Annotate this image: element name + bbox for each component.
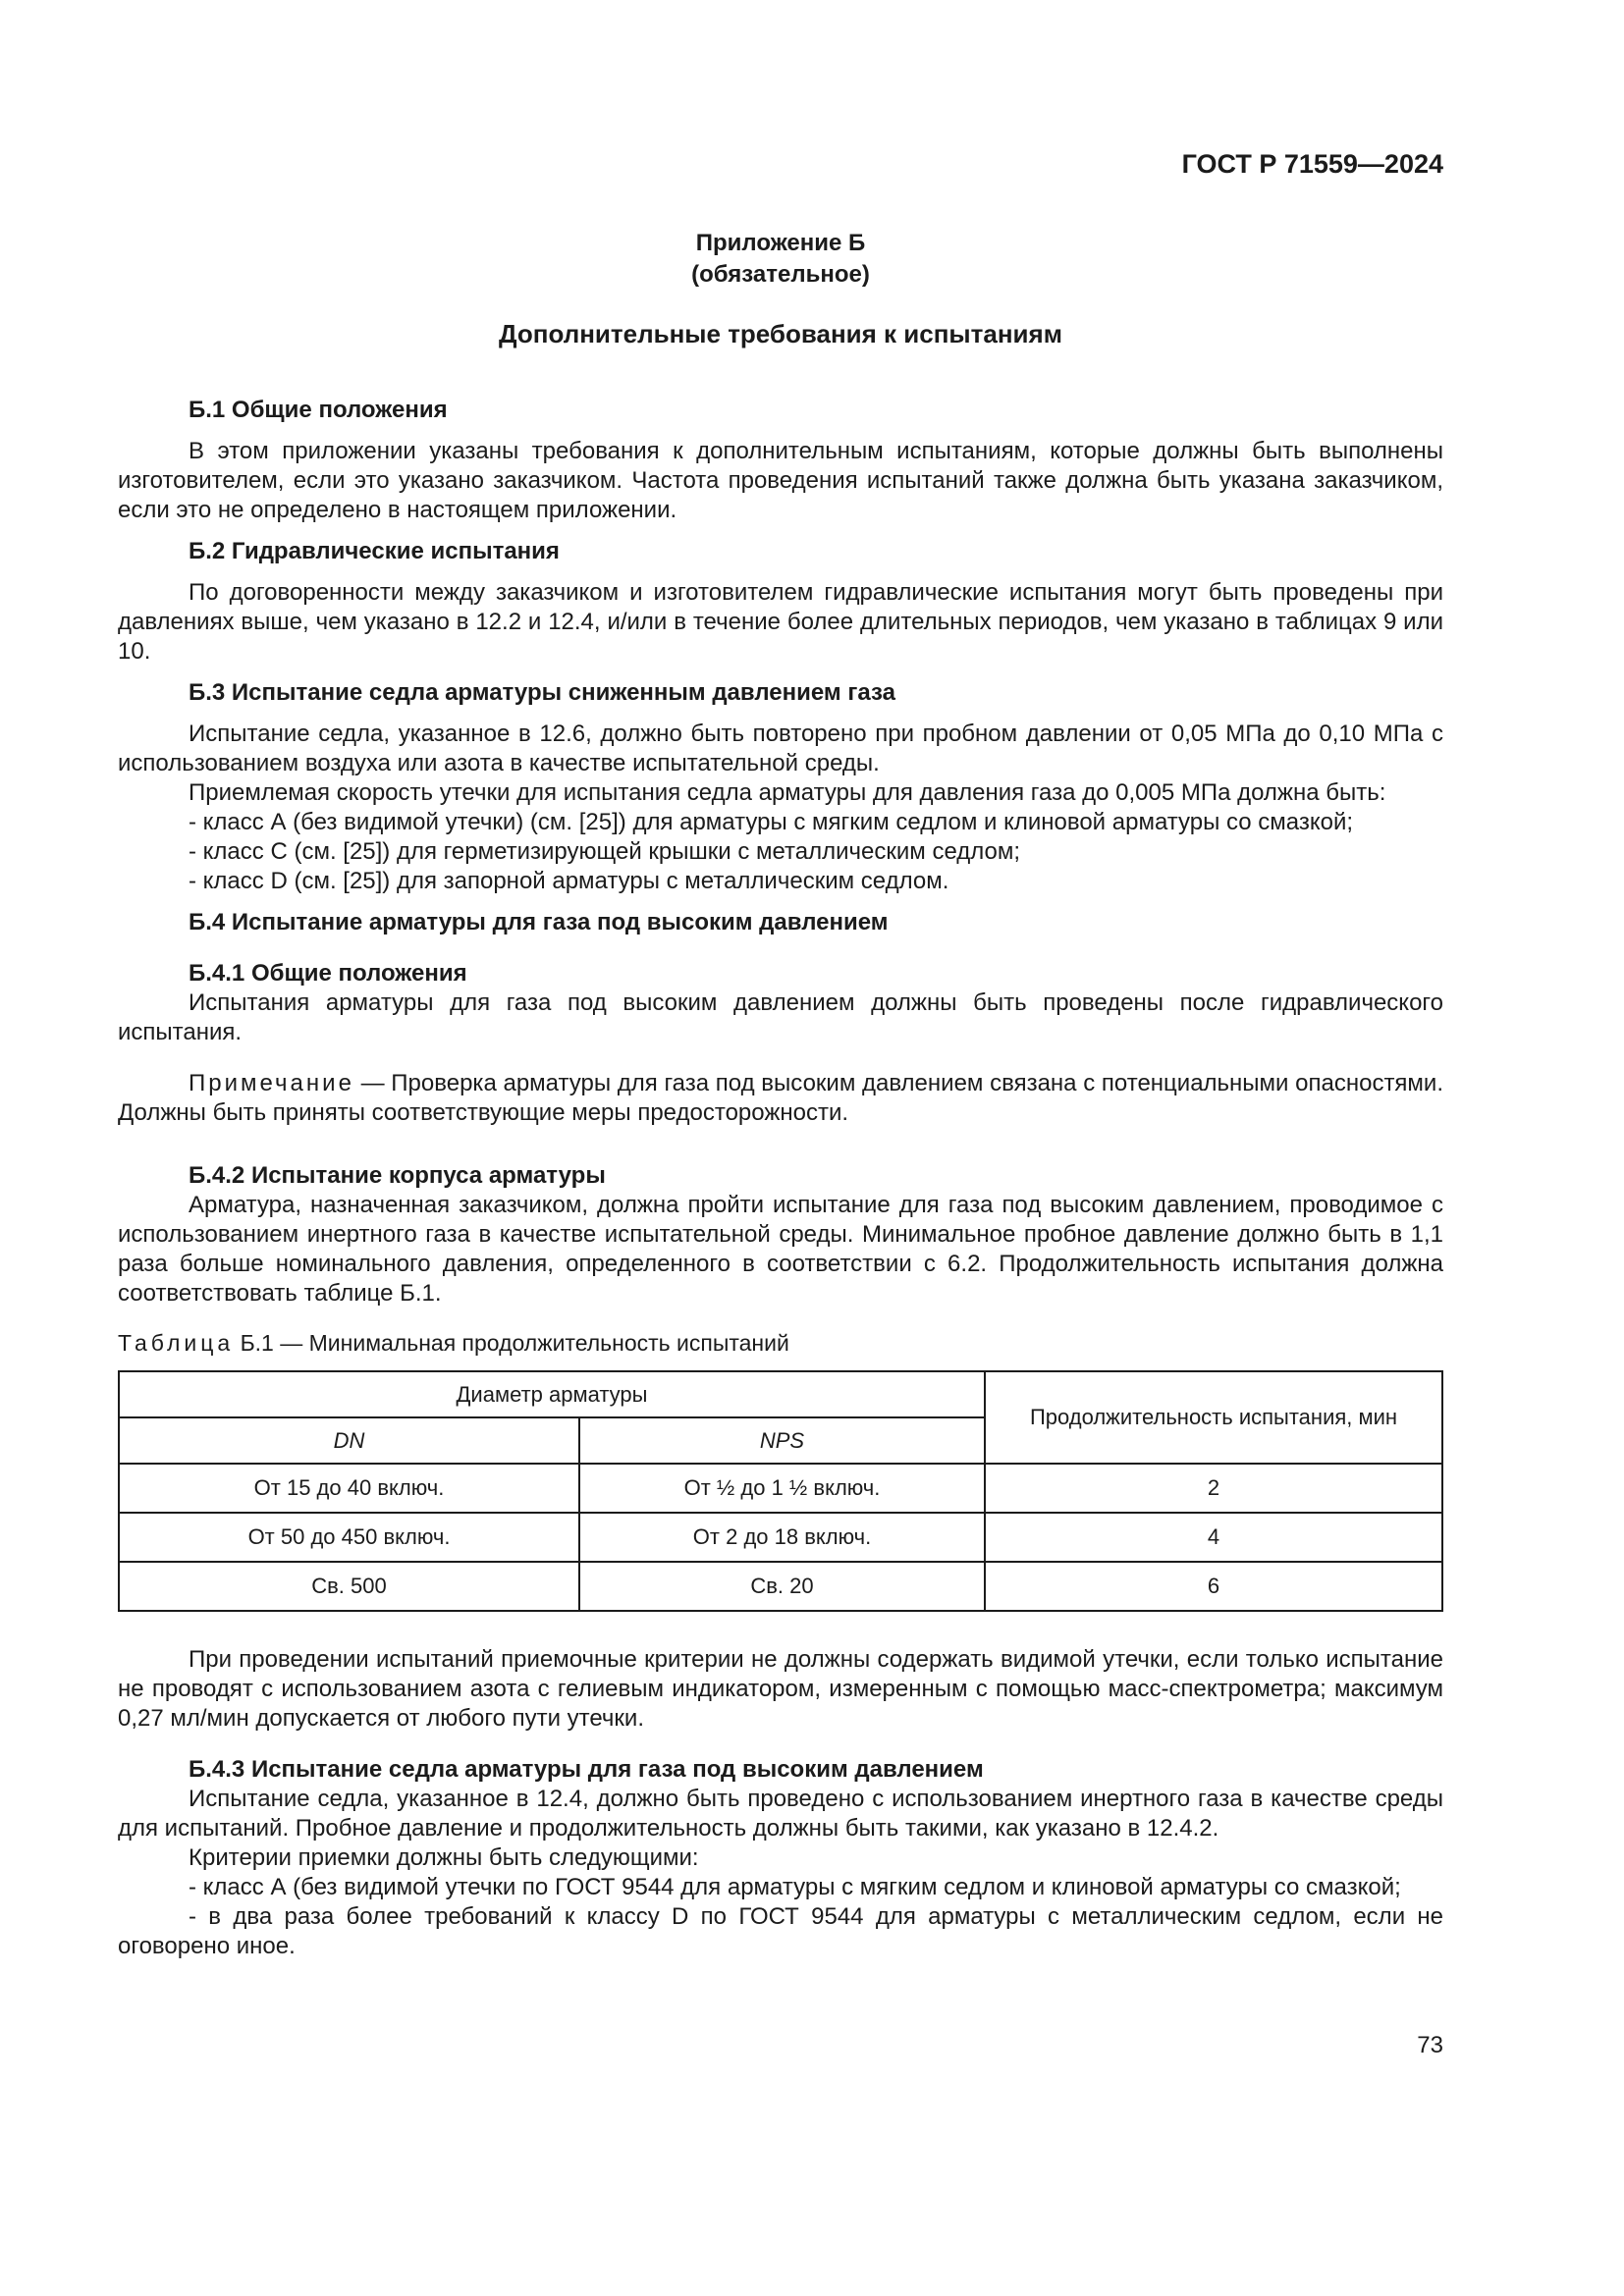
section-heading-b4: Б.4 Испытание арматуры для газа под высоким давлением [189,909,889,935]
table-row [119,1464,1442,1513]
note [118,1069,1443,1128]
page-title: Дополнительные требования к испытаниям [499,319,1062,348]
annex-status: (обязательное) [691,261,870,288]
paragraph: Арматура, назначенная заказчиком, должна пройти испытание для газа под высоким давлением, проводимое с использованием инертного газа в качестве испытательной среды. Минимальное пробное давление должно быть в 1,1 раза больше номинального давления, определенного в соответствии с 6.2. Продолжительность испытания должна соответствовать таблице Б.1. [118,1192,1443,1307]
document-body [118,396,1443,1961]
duration-table [118,1370,1443,1612]
cell-nps: От 2 до 18 включ. [579,1513,985,1562]
cell-dn: От 15 до 40 включ. [119,1464,579,1513]
cell-duration: 2 [985,1464,1442,1513]
paragraph: Испытание седла, указанное в 12.4, должно быть проведено с использованием инертного газа в качестве среды для испытаний. Пробное давление и продолжительность должны быть такими, как указано в 12.4.2. [118,1786,1443,1842]
section-heading-b4-1: Б.4.1 Общие положения [189,960,467,987]
cell-dn: Св. 500 [119,1562,579,1611]
section-heading-b2: Б.2 Гидравлические испытания [189,538,560,564]
cell-duration: 4 [985,1513,1442,1562]
page-number: 73 [1417,2032,1443,2058]
header-nps: NPS [579,1417,985,1464]
table-row [119,1562,1442,1611]
paragraph: Критерии приемки должны быть следующими: [189,1844,699,1871]
paragraph: По договоренности между заказчиком и изготовителем гидравлические испытания могут быть проведены при давлениях выше, чем указано в 12.2 и 12.4, и/или в течение более длительных периодов, чем указано в таблицах 9 или 10. [118,579,1443,665]
table-caption-label: Таблица [118,1330,235,1356]
note-label: Примечание [189,1070,354,1096]
header-diameter: Диаметр арматуры [119,1371,985,1417]
section-heading-b4-3: Б.4.3 Испытание седла арматуры для газа под высоким давлением [189,1756,984,1783]
list-item: - класс А (без видимой утечки по ГОСТ 9544 для арматуры с мягким седлом и клиновой арматуры со смазкой; [189,1874,1401,1900]
list-item: - класс С (см. [25]) для герметизирующей крышки с металлическим седлом; [189,838,1021,865]
annex-heading [118,228,1443,291]
list-item: - класс А (без видимой утечки) (см. [25]) для арматуры с мягким седлом и клиновой арматуры со смазкой; [189,809,1354,835]
paragraph: Испытания арматуры для газа под высоким давлением должны быть проведены после гидравлического испытания. [118,989,1443,1045]
section-heading-b1: Б.1 Общие положения [189,397,448,423]
paragraph: При проведении испытаний приемочные критерии не должны содержать видимой утечки, если только испытание не проводят с использованием азота с гелиевым индикатором, измеренным с помощью масс-спектрометра; максимум 0,27 мл/мин допускается от любого пути утечки. [118,1646,1443,1732]
cell-dn: От 50 до 450 включ. [119,1513,579,1562]
list-item: - в два раза более требований к классу D по ГОСТ 9544 для арматуры с металлическим седлом, если не оговорено иное. [118,1903,1443,1959]
section-heading-b3: Б.3 Испытание седла арматуры сниженным давлением газа [189,679,895,706]
note-text: — Проверка арматуры для газа под высоким давлением связана с потенциальными опасностями. Должны быть приняты соответствующие меры предосторожности. [118,1070,1443,1126]
paragraph: В этом приложении указаны требования к дополнительным испытаниям, которые должны быть выполнены изготовителем, если это указано заказчиком. Частота проведения испытаний также должна быть указана заказчиком, если это не определено в настоящем приложении. [118,438,1443,523]
list-item: - класс D (см. [25]) для запорной арматуры с металлическим седлом. [189,868,949,894]
table-header-row [119,1371,1442,1417]
header-duration: Продолжительность испытания, мин [985,1371,1442,1464]
section-heading-b4-2: Б.4.2 Испытание корпуса арматуры [189,1162,606,1189]
header-dn: DN [119,1417,579,1464]
cell-duration: 6 [985,1562,1442,1611]
table-caption-text: Б.1 — Минимальная продолжительность испытаний [234,1330,789,1356]
table-row [119,1513,1442,1562]
annex-title: Приложение Б [695,230,866,256]
paragraph: Приемлемая скорость утечки для испытания седла арматуры для давления газа до 0,005 МПа должна быть: [189,779,1386,806]
table-caption [118,1330,1443,1357]
cell-nps: От ½ до 1 ½ включ. [579,1464,985,1513]
paragraph: Испытание седла, указанное в 12.6, должно быть повторено при пробном давлении от 0,05 МПа до 0,10 МПа с использованием воздуха или азота в качестве испытательной среды. [118,721,1443,776]
cell-nps: Св. 20 [579,1562,985,1611]
document-id: ГОСТ Р 71559—2024 [1181,149,1443,179]
